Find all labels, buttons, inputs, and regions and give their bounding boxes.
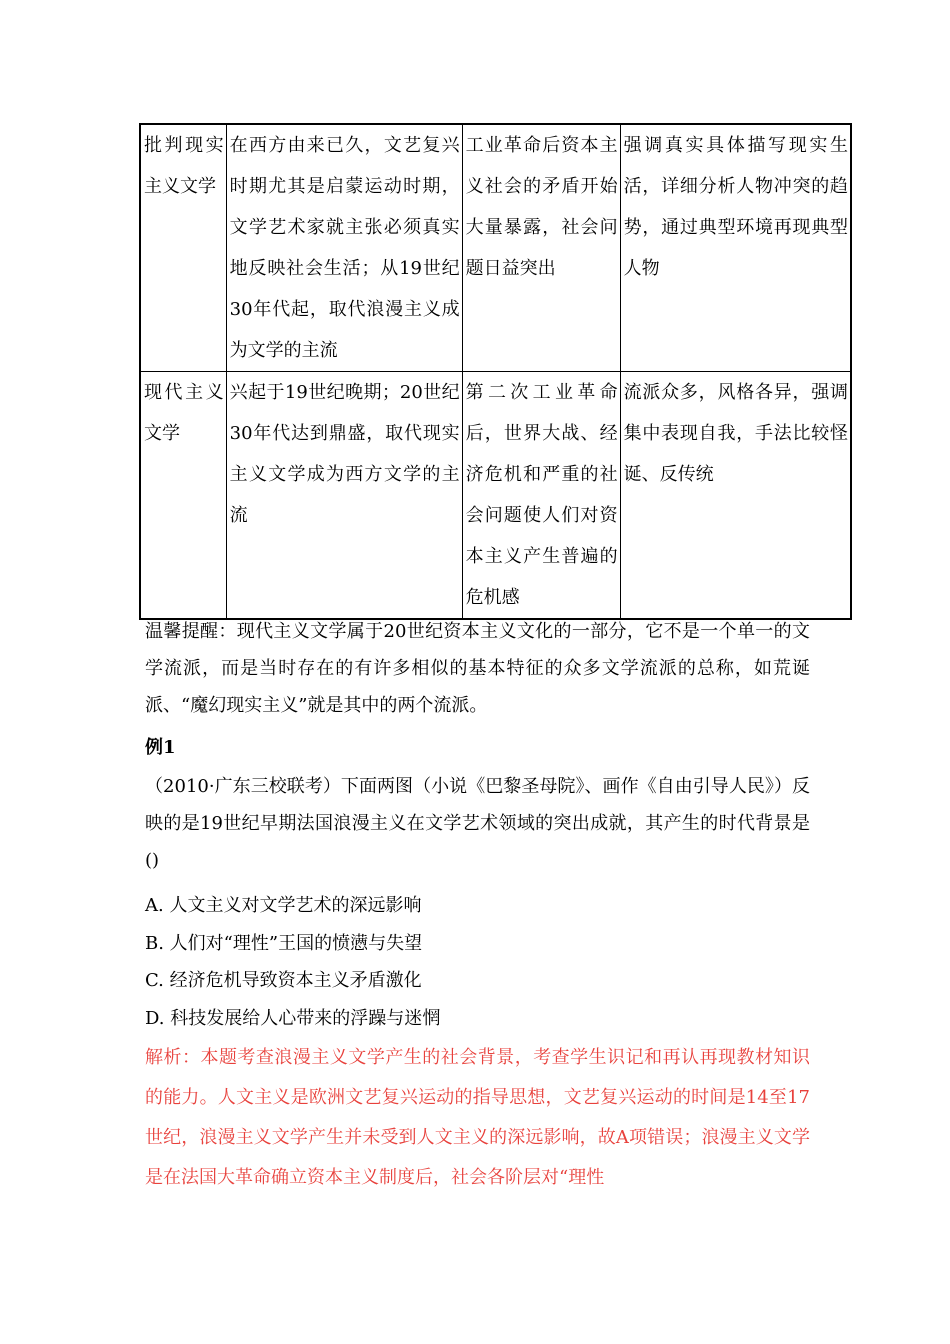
literature-origin-cell: 在西方由来已久，文艺复兴时期尤其是启蒙运动时期，文学艺术家就主张必须真实地反映社会生活；从19世纪30年代起，取代浪漫主义成为文学的主流	[226, 124, 462, 372]
analysis-paragraph: 解析：本题考查浪漫主义文学产生的社会背景，考查学生识记和再认再现教材知识的能力。人文主义是欧洲文艺复兴运动的指导思想，文艺复兴运动的时间是14至17世纪，浪漫主义文学产生并未受到人文主义的深远影响，故A项错误；浪漫主义文学是在法国大革命确立资本主义制度后，社会各阶层对“理性	[145, 1047, 810, 1188]
example-title: 例1	[145, 737, 176, 758]
option-c: C. 经济危机导致资本主义矛盾激化	[145, 970, 422, 991]
answer-options	[145, 887, 810, 1037]
literature-background-cell: 工业革命后资本主义社会的矛盾开始大量暴露，社会问题日益突出	[462, 124, 620, 372]
literature-name-cell: 现代主义文学	[140, 372, 226, 620]
literature-background-cell: 第二次工业革命后，世界大战、经济危机和严重的社会问题使人们对资本主义产生普遍的危机感	[462, 372, 620, 620]
literature-features-cell: 流派众多，风格各异，强调集中表现自我，手法比较怪诞、反传统	[620, 372, 851, 620]
question-stem: （2010·广东三校联考）下面两图（小说《巴黎圣母院》、画作《自由引导人民》）反映的是19世纪早期法国浪漫主义在文学艺术领域的突出成就，其产生的时代背景是()	[145, 776, 810, 871]
table-row	[140, 124, 851, 372]
option-b: B. 人们对“理性”王国的愤懑与失望	[145, 932, 423, 954]
literature-comparison-table	[139, 123, 852, 620]
literature-origin-cell: 兴起于19世纪晚期；20世纪30年代达到鼎盛，取代现实主义文学成为西方文学的主流	[226, 372, 462, 620]
option-a: A. 人文主义对文学艺术的深远影响	[145, 895, 422, 916]
literature-name-cell: 批判现实主义文学	[140, 124, 226, 372]
option-d: D. 科技发展给人心带来的浮躁与迷惘	[145, 1007, 441, 1029]
table-row	[140, 372, 851, 620]
literature-features-cell: 强调真实具体描写现实生活，详细分析人物冲突的趋势，通过典型环境再现典型人物	[620, 124, 851, 372]
warm-tip-paragraph: 温馨提醒：现代主义文学属于20世纪资本主义文化的一部分，它不是一个单一的文学流派，而是当时存在的有许多相似的基本特征的众多文学流派的总称，如荒诞派、“魔幻现实主义”就是其中的两个流派。	[145, 621, 810, 716]
